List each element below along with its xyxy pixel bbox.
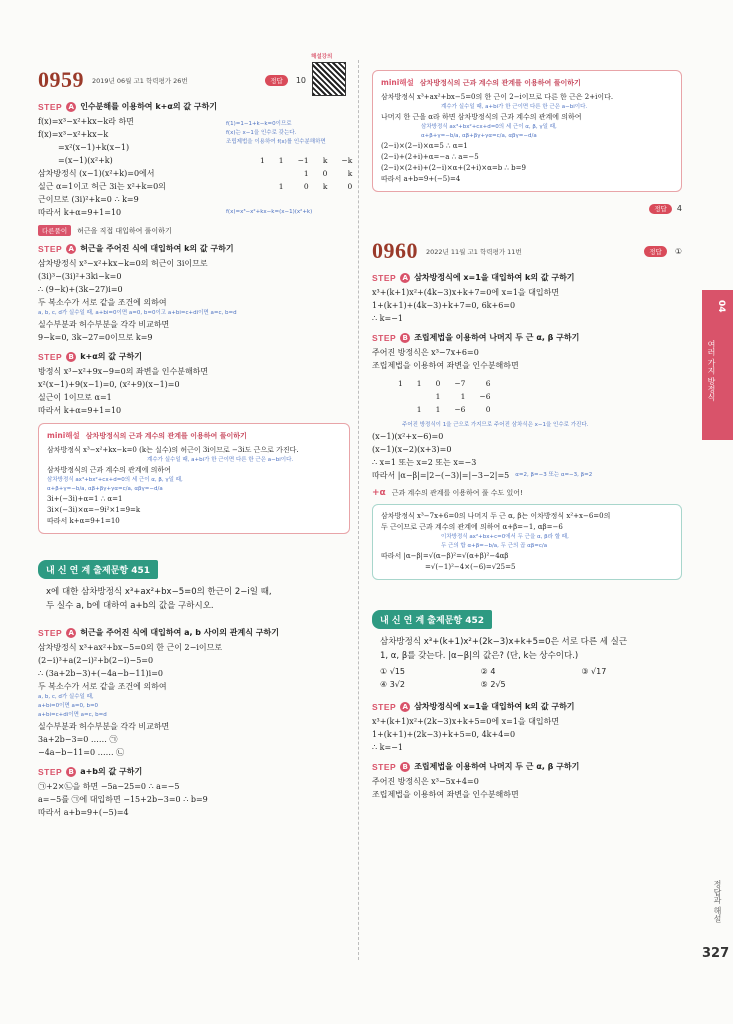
answer-tag: 정답 xyxy=(265,75,288,86)
math-line: 따라서 k+α=9+1=10 xyxy=(38,208,122,217)
step-label: STEP xyxy=(38,766,63,777)
option-4[interactable]: ④ 3√2 xyxy=(380,680,405,689)
cell: −1 xyxy=(297,156,309,165)
left-column xyxy=(38,52,353,819)
cell: 0 xyxy=(322,169,328,178)
math-line: 삼차방정식 x³−x²+kx−k=0의 허근이 3i이므로 xyxy=(38,259,208,268)
math-line: x³+(k+1)x²+(4k−3)x+k+7=0에 x=1을 대입하면 xyxy=(372,288,560,297)
hint-note: 삼차방정식 ax³+bx²+cx+d=0의 세 근이 α, β, γ일 때, xyxy=(47,477,183,483)
side-note: 조립제법을 이용하여 f(x)를 인수분해하면 xyxy=(226,139,326,145)
hint-note: α=2, β=−3 또는 α=−3, β=2 xyxy=(515,472,593,478)
math-line: 주어진 방정식은 x³−5x+4=0 xyxy=(372,777,479,786)
math-line: 삼차방정식 x³+ax²+bx−5=0의 한 근이 2−i이므로 xyxy=(38,643,223,652)
cell xyxy=(254,181,271,192)
step-b xyxy=(38,351,350,362)
math-line: (x−1)(x²+x−6)=0 xyxy=(372,432,444,441)
math-line: f(x)=x³−x²+kx−k라 하면 xyxy=(38,117,134,126)
math-line: ∴ (3a+2b−3)+(−4a−b−11)i=0 xyxy=(38,669,164,678)
step-label: STEP xyxy=(372,761,397,772)
synthetic-division-table xyxy=(390,376,498,417)
math-line: 주어진 방정식은 x³−7x+6=0 xyxy=(372,348,479,357)
problem-meta: 2019년 06월 고1 학력평가 26번 xyxy=(92,76,188,85)
math-line: 따라서 a+b=9+(−5)=4 xyxy=(38,808,129,817)
hint-note: a, b, c, d가 실수일 때, a+bi=0이면 a=0, b=0이고 a+bi=c+di이면 a=c, b=d xyxy=(38,310,237,316)
step-a xyxy=(372,701,682,712)
step-a xyxy=(38,101,350,112)
hint-note: α+β+γ=−b/a, αβ+βγ+γα=c/a, αβγ=−d/a xyxy=(47,486,163,492)
answer-value: 10 xyxy=(295,75,306,85)
footer-section: 정답과 해설 xyxy=(713,880,722,923)
math-line: 방정식 x³−x²+9x−9=0의 좌변을 인수분해하면 xyxy=(38,367,209,376)
alt-tag: 다른풀이 xyxy=(38,225,71,236)
cell: 1 xyxy=(435,392,441,401)
math-line: x²(x−1)+9(x−1)=0, (x²+9)(x−1)=0 xyxy=(38,380,180,389)
question-line: 1, α, β를 갖는다. |α−β|의 값은? (단, k는 상수이다.) xyxy=(380,651,579,661)
step-label: STEP xyxy=(372,272,397,283)
cell: 1 xyxy=(303,169,309,178)
cell: k xyxy=(322,156,328,165)
question-line: 삼차방정식 x³+(k+1)x²+(2k−3)x+k+5=0은 서로 다른 세 실근 xyxy=(380,637,628,647)
cell: 1 xyxy=(416,405,422,414)
step-label: STEP xyxy=(38,243,63,254)
cell: −6 xyxy=(479,392,491,401)
math-line: 삼차방정식 x³+ax²+bx−5=0의 한 근이 2−i이므로 다른 한 근은 2+i이다. xyxy=(381,93,614,101)
cell: 1 xyxy=(278,182,284,191)
math-line: 두 근이므로 근과 계수의 관계에 의하여 α+β=−1, αβ=−6 xyxy=(381,523,563,531)
exam-badge: 내 신 연 계 출제문항 452 xyxy=(372,610,492,629)
step-badge: B xyxy=(66,352,76,362)
result-row xyxy=(372,469,682,482)
math-line: (2−i)×(2−i)×α=5 ∴ α=1 xyxy=(381,142,468,150)
answer-value: 4 xyxy=(676,204,682,213)
option-3[interactable]: ③ √17 xyxy=(581,667,607,676)
step-title: a+b의 값 구하기 xyxy=(80,767,143,776)
mini-tag: mini해설 xyxy=(381,78,414,87)
hint-note: a+bi=0이면 a=0, b=0 xyxy=(38,703,99,709)
step-title: 허근을 주어진 식에 대입하여 a, b 사이의 관계식 구하기 xyxy=(80,628,279,637)
math-line: =x²(x−1)+k(x−1) xyxy=(58,143,130,152)
problem-meta: 2022년 11월 고1 학력평가 11번 xyxy=(426,247,522,256)
step-label: STEP xyxy=(38,627,63,638)
mini-explanation-box xyxy=(38,423,350,534)
math-line: 두 복소수가 서로 같을 조건에 의하여 xyxy=(38,298,167,307)
cell xyxy=(273,168,290,179)
math-line: 따라서 a+b=9+(−5)=4 xyxy=(381,175,461,183)
question-text xyxy=(372,635,682,663)
cell xyxy=(411,391,428,402)
step-title: 허근을 주어진 식에 대입하여 k의 값 구하기 xyxy=(80,244,234,253)
math-line: (2−i)×(2+i)+(2−i)×α+(2+i)×α=b ∴ b=9 xyxy=(381,164,526,172)
math-line: 3a+2b−3=0 …… ㉠ xyxy=(38,735,118,744)
cell xyxy=(392,391,409,402)
question-text xyxy=(38,585,350,613)
cell: 0 xyxy=(485,405,491,414)
mini-title: 삼차방정식의 근과 계수의 관계를 이용하여 풀이하기 xyxy=(419,78,581,87)
hint-note: α+β+γ=−b/a, αβ+βγ+γα=c/a, αβγ=−d/a xyxy=(421,133,537,139)
plus-tag: +α xyxy=(372,488,386,498)
math-line: (2−i)+(2+i)+α=−a ∴ a=−5 xyxy=(381,153,479,161)
step-b xyxy=(38,766,350,777)
problem-0960-header xyxy=(372,237,682,265)
side-note: f(1)=1−1+k−k=0이므로 xyxy=(226,121,292,127)
math-line: ㉠+2×㉡을 하면 −5a−25=0 ∴ a=−5 xyxy=(38,782,180,791)
synthetic-division-table xyxy=(252,153,360,194)
math-line: 삼차방정식의 근과 계수의 관계에 의하여 xyxy=(47,466,171,474)
option-1[interactable]: ① √15 xyxy=(380,667,405,676)
step-badge: A xyxy=(66,628,76,638)
alternate-solution-header xyxy=(38,225,350,236)
math-line: ∴ k=−1 xyxy=(372,743,403,752)
math-line: =√(−1)²−4×(−6)=√25=5 xyxy=(425,563,516,571)
math-line: 따라서 |α−β|=√(α−β)²=√(α+β)²−4αβ xyxy=(381,552,509,560)
math-line: =(x−1)(x²+k) xyxy=(58,156,113,165)
math-line: 실근이 1이므로 α=1 xyxy=(38,393,112,402)
math-line: 9−k=0, 3k−27=0이므로 k=9 xyxy=(38,333,153,342)
answer-tag: 정답 xyxy=(644,246,667,257)
step-label: STEP xyxy=(372,701,397,712)
step-badge: B xyxy=(400,762,410,772)
cell xyxy=(254,168,271,179)
math-line: 삼차방정식 (x−1)(x²+k)=0에서 xyxy=(38,169,155,178)
step-title: 조립제법을 이용하여 나머지 두 근 α, β 구하기 xyxy=(414,762,580,771)
cell: 0 xyxy=(303,182,309,191)
math-line: 조립제법을 이용하여 좌변을 인수분해하면 xyxy=(372,790,519,799)
step-a-alt xyxy=(38,243,350,254)
step-b xyxy=(372,332,682,343)
cell: 0 xyxy=(347,182,353,191)
math-line: 따라서 k+α=9+1=10 xyxy=(38,406,122,415)
cell: 1 xyxy=(435,405,441,414)
hint-note: a, b, c, d가 실수일 때, xyxy=(38,694,94,700)
step-badge: A xyxy=(400,273,410,283)
side-note: f(x)=x³−x²+kx−k=(x−1)(x²+k) xyxy=(226,209,313,215)
option-5[interactable]: ⑤ 2√5 xyxy=(480,680,506,689)
chapter-title: 여러 가지 방정식 xyxy=(707,340,716,402)
hint-note: 삼차방정식 ax³+bx²+cx+d=0의 세 근이 α, β, γ일 때, xyxy=(421,124,557,130)
plus-title: 근과 계수의 관계를 이용하여 풀 수도 있어! xyxy=(391,489,523,497)
cell: 0 xyxy=(435,379,441,388)
cell: 1 xyxy=(278,156,284,165)
mini-tag: mini해설 xyxy=(47,431,80,440)
cell: 6 xyxy=(485,379,491,388)
problem-number: 0960 xyxy=(372,238,418,263)
alt-title: 허근을 직접 대입하여 풀이하기 xyxy=(77,226,172,235)
answer-tag: 정답 xyxy=(649,204,672,214)
math-line: −4a−b−11=0 …… ㉡ xyxy=(38,748,125,757)
cell: −6 xyxy=(454,405,466,414)
cell: k xyxy=(347,169,353,178)
math-line: 삼차방정식 x³−x²+kx−k=0 (k는 실수)의 허근이 3i이므로 −3i도 근으로 가진다. xyxy=(47,446,299,454)
mini-title: 삼차방정식의 근과 계수의 관계를 이용하여 풀이하기 xyxy=(85,431,247,440)
hint-note: 이차방정식 ax²+bx+c=0에서 두 근을 α, β라 할 때, xyxy=(441,534,569,540)
step-title: 삼차방정식에 x=1을 대입하여 k의 값 구하기 xyxy=(414,273,575,282)
right-column xyxy=(372,52,682,801)
step-badge: B xyxy=(66,767,76,777)
step-label: STEP xyxy=(372,332,397,343)
answer-options xyxy=(372,667,682,689)
column-divider xyxy=(358,60,359,960)
problem-0959-header xyxy=(38,66,350,94)
answer-value: ① xyxy=(674,246,682,256)
exam-452-header xyxy=(372,610,682,629)
math-line: a=−5를 ㉠에 대입하면 −15+2b−3=0 ∴ b=9 xyxy=(38,795,208,804)
math-line: 실수부분과 허수부분을 각각 비교하면 xyxy=(38,722,170,731)
mini-header xyxy=(381,77,673,88)
math-line: 나머지 한 근을 α라 하면 삼차방정식의 근과 계수의 관계에 의하여 xyxy=(381,113,582,121)
mini-explanation-box xyxy=(372,70,682,192)
math-line: (3i)³−(3i)²+3ki−k=0 xyxy=(38,272,122,281)
question-line: x에 대한 삼차방정식 x³+ax²+bx−5=0의 한근이 2−i일 때, xyxy=(46,587,272,597)
math-line: 근이므로 (3i)²+k=0 ∴ k=9 xyxy=(38,195,139,204)
cell: 1 xyxy=(460,392,466,401)
page-number: 327 xyxy=(702,946,730,961)
plus-alpha-header xyxy=(372,488,682,498)
math-line: 3i+(−3i)+α=1 ∴ α=1 xyxy=(47,495,123,503)
math-line: (x−1)(x−2)(x+3)=0 xyxy=(372,445,452,454)
problem-number: 0959 xyxy=(38,67,84,92)
cell: 1 xyxy=(416,379,422,388)
cell: 1 xyxy=(398,379,403,388)
math-line: ∴ (9−k)+(3k−27)i=0 xyxy=(38,285,123,294)
step-badge: B xyxy=(400,333,410,343)
math-line: (2−i)³+a(2−i)²+b(2−i)−5=0 xyxy=(38,656,154,665)
math-line: 두 복소수가 서로 같을 조건에 의하여 xyxy=(38,682,167,691)
plus-alpha-box xyxy=(372,504,682,580)
step-b xyxy=(372,761,682,772)
hint-note: 주어진 방정식이 1을 근으로 가지므로 주어진 삼차식은 x−1을 인수로 가진다. xyxy=(402,422,589,428)
math-line: 1+(k+1)+(2k−3)+k+5=0, 4k+4=0 xyxy=(372,730,516,739)
hint-note: a+bi=c+di이면 a=c, b=d xyxy=(38,712,107,718)
step-title: 조립제법을 이용하여 나머지 두 근 α, β 구하기 xyxy=(414,333,580,342)
cell: 1 xyxy=(260,156,265,165)
exam-badge: 내 신 연 계 출제문항 451 xyxy=(38,560,158,579)
cell: −k xyxy=(341,156,353,165)
step-badge: A xyxy=(66,244,76,254)
step-a xyxy=(38,627,350,638)
cell xyxy=(392,404,409,415)
hint-note: 계수가 실수일 때, a+bi가 한 근이면 다른 한 근은 a−bi이다. xyxy=(147,457,294,463)
math-line: 조립제법을 이용하여 좌변을 인수분해하면 xyxy=(372,361,519,370)
math-line: 실수부분과 허수부분을 각각 비교하면 xyxy=(38,320,170,329)
answer-row xyxy=(372,196,682,215)
math-line: 1+(k+1)+(4k−3)+k+7=0, 6k+6=0 xyxy=(372,301,516,310)
math-line: 3i×(−3i)×α=−9i²×1=9=k xyxy=(47,506,141,514)
question-line: 두 실수 a, b에 대하여 a+b의 값을 구하시오. xyxy=(46,601,214,611)
hint-note: 두 근의 합 α+β=−b/a, 두 근의 곱 αβ=c/a xyxy=(441,543,548,549)
math-line: 따라서 k+α=9+1=10 xyxy=(47,517,120,525)
cell: k xyxy=(322,182,328,191)
step-title: k+α의 값 구하기 xyxy=(80,352,142,361)
exam-451-header xyxy=(38,560,350,579)
math-line: f(x)=x³−x²+kx−k xyxy=(38,130,109,139)
option-2[interactable]: ② 4 xyxy=(480,667,496,676)
step-a-body xyxy=(38,115,353,219)
chapter-number: 04 xyxy=(716,300,726,313)
step-a xyxy=(372,272,682,283)
math-line: ∴ k=−1 xyxy=(372,314,403,323)
hint-note: 계수가 실수일 때, a+bi가 한 근이면 다른 한 근은 a−bi이다. xyxy=(441,104,588,110)
step-badge: A xyxy=(400,702,410,712)
math-line: 실근 α=1이고 허근 3i는 x²+k=0의 xyxy=(38,182,166,191)
math-line: 따라서 |α−β|=|2−(−3)|=|−3−2|=5 xyxy=(372,471,510,480)
math-line: 삼차방정식 x³−7x+6=0의 나머지 두 근 α, β는 이차방정식 x²+x−6=0의 xyxy=(381,512,611,520)
step-label: STEP xyxy=(38,351,63,362)
qr-label: 해설강의 xyxy=(311,54,333,60)
step-title: 인수분해를 이용하여 k+α의 값 구하기 xyxy=(80,102,218,111)
side-note: f(x)는 x−1을 인수로 갖는다. xyxy=(226,130,297,136)
step-title: 삼차방정식에 x=1을 대입하여 k의 값 구하기 xyxy=(414,702,575,711)
cell: −7 xyxy=(454,379,466,388)
step-badge: A xyxy=(66,102,76,112)
step-label: STEP xyxy=(38,101,63,112)
mini-header xyxy=(47,430,341,441)
math-line: ∴ x=1 또는 x=2 또는 x=−3 xyxy=(372,458,477,467)
math-line: x³+(k+1)x²+(2k−3)x+k+5=0에 x=1을 대입하면 xyxy=(372,717,560,726)
